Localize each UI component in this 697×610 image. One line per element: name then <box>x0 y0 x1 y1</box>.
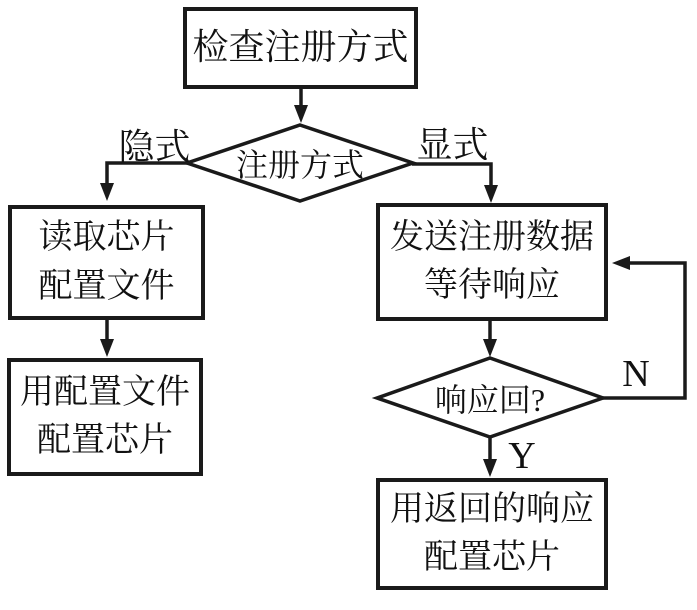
arrowhead-explicit-branch <box>484 185 498 203</box>
decision-response-returned-label: 响应回? <box>434 381 546 418</box>
node-configure-with-file-line1: 用配置文件 <box>20 373 190 411</box>
arrowhead-implicit-branch <box>100 183 114 201</box>
edge-label-yes: Y <box>508 435 536 477</box>
decision-registration-mode-label: 注册方式 <box>235 147 364 183</box>
node-read-chip-config-line1: 读取芯片 <box>38 219 175 257</box>
arrowhead-check-to-decision <box>294 105 308 123</box>
node-configure-with-response <box>376 478 608 590</box>
node-read-chip-config-line2: 配置文件 <box>38 267 175 305</box>
node-configure-with-file <box>7 358 203 476</box>
arrowhead-read-to-configure <box>100 339 114 357</box>
edge-label-explicit: 显式 <box>416 125 489 165</box>
node-send-registration-line2: 等待响应 <box>424 267 560 304</box>
node-configure-with-response-line1: 用返回的响应 <box>390 490 594 528</box>
arrowhead-send-to-decision2 <box>483 339 497 357</box>
node-configure-with-response-line2: 配置芯片 <box>424 539 560 576</box>
arrowhead-yes-branch <box>483 459 497 477</box>
edge-label-implicit: 隐式 <box>118 127 191 167</box>
node-read-chip-config <box>8 205 205 320</box>
node-send-registration-line1: 发送注册数据 <box>390 218 594 256</box>
node-configure-with-file-line2: 配置芯片 <box>37 422 173 459</box>
edge-label-no: N <box>622 353 650 395</box>
node-check-registration-text: 检查注册方式 <box>192 27 409 68</box>
node-send-registration <box>376 203 608 321</box>
node-check-registration <box>183 7 418 89</box>
arrowhead-no-loop <box>612 256 630 270</box>
